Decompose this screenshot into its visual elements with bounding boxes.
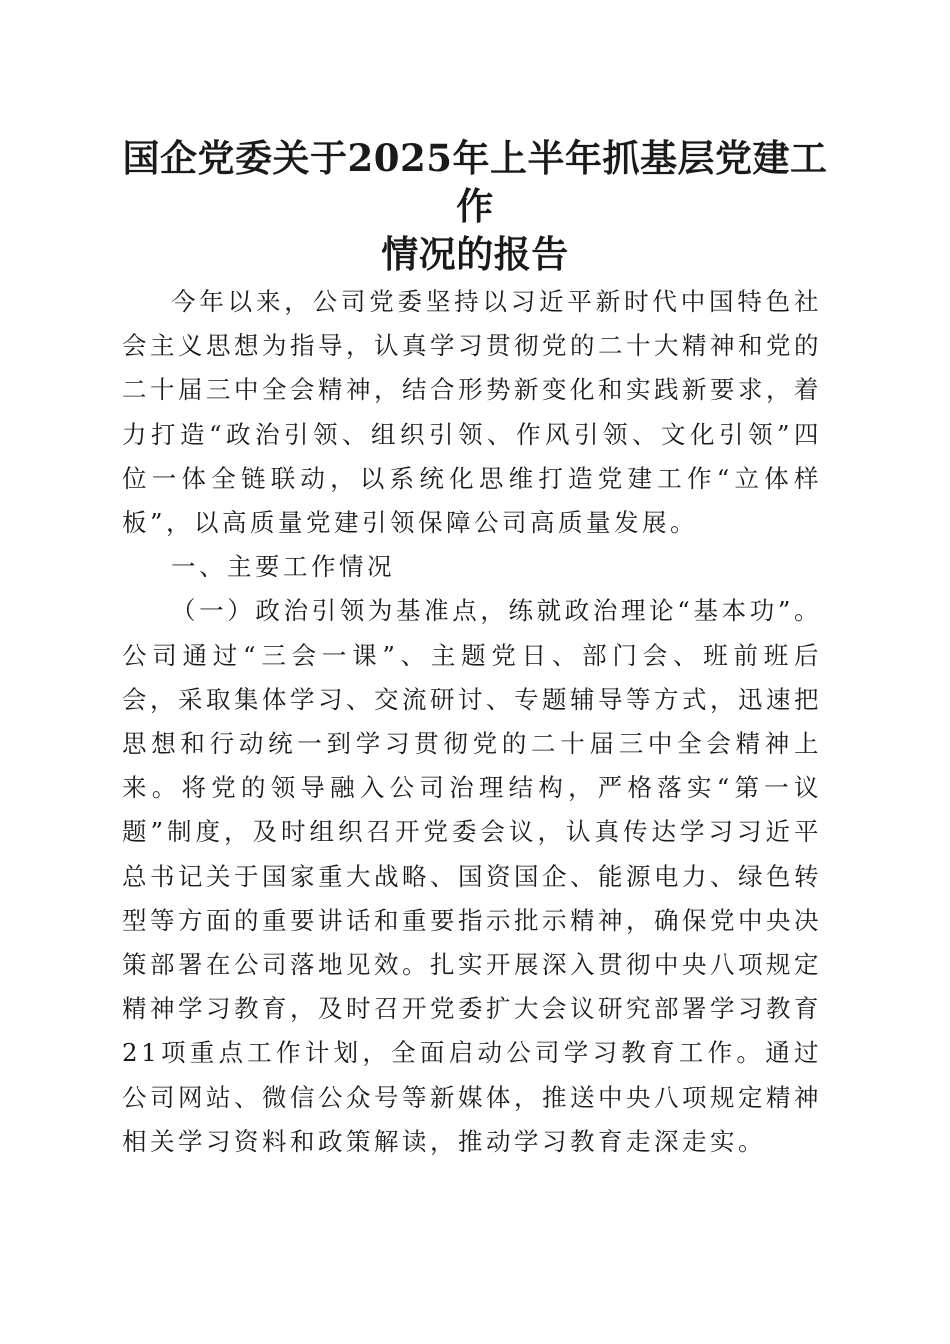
document-body — [122, 280, 822, 1164]
title-line-2: 情况的报告 — [381, 232, 569, 276]
intro-paragraph: 今年以来，公司党委坚持以习近平新时代中国特色社会主义思想为指导，认真学习贯彻党的二十大精神和党的二十届三中全会精神，结合形势新变化和实践新要求，着力打造“政治引领、组织引领、作风引领、文化引领”四位一体全链联动，以系统化思维打造党建工作“立体样板”，以高质量党建引领保障公司高质量发展。 — [122, 287, 822, 538]
section-paragraph: （一）政治引领为基准点，练就政治理论“基本功”。公司通过“三会一课”、主题党日、部门会、班前班后会，采取集体学习、交流研讨、专题辅导等方式，迅速把思想和行动统一到学习贯彻党的二十届三中全会精神上来。将党的领导融入公司治理结构，严格落实“第一议题”制度，及时组织召开党委会议，认真传达学习习近平总书记关于国家重大战略、国资国企、能源电力、绿色转型等方面的重要讲话和重要指示批示精神，确保党中央决策部署在公司落地见效。扎实开展深入贯彻中央八项规定精神学习教育，及时召开党委扩大会议研究部署学习教育21项重点工作计划，全面启动公司学习教育工作。通过公司网站、微信公众号等新媒体，推送中央八项规定精神相关学习资料和政策解读，推动学习教育走深走实。 — [122, 596, 822, 1156]
title-line-1: 国企党委关于2025年上半年抓基层党建工作 — [122, 136, 828, 228]
document-title — [110, 134, 840, 278]
section-heading: 一、主要工作情况 — [171, 552, 395, 582]
